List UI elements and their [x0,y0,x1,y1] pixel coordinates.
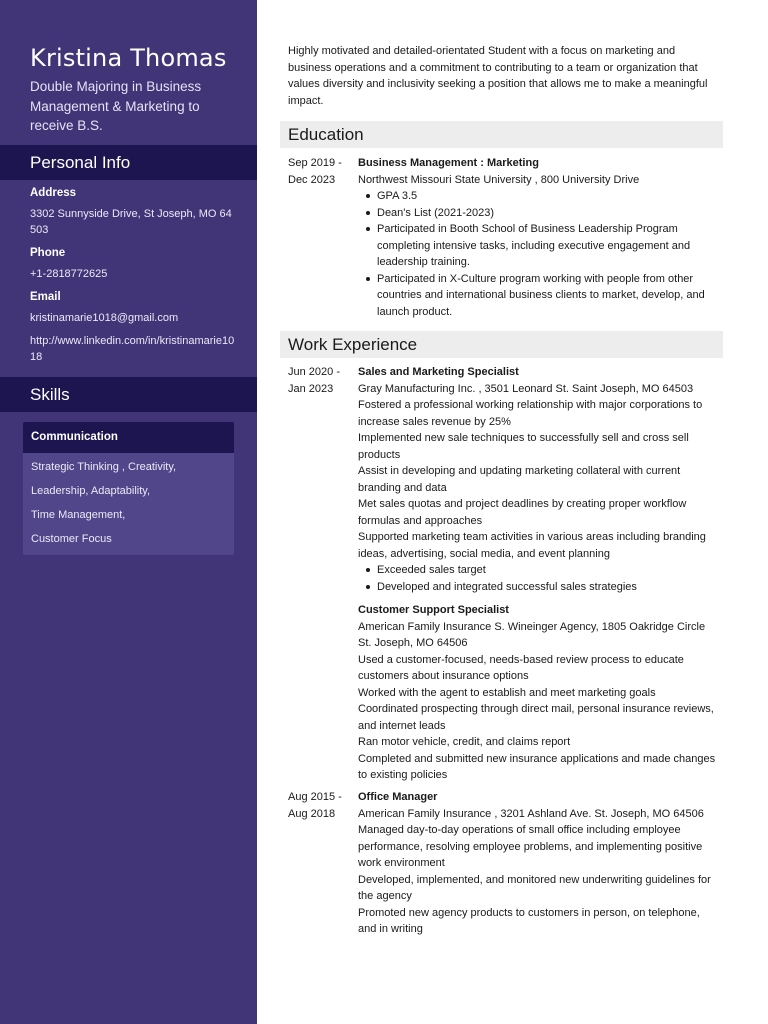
date-end: Dec 2023 [288,173,336,186]
job-bullets [358,562,718,595]
job-title: Sales and Marketing Specialist [358,366,519,378]
job-line: Ran motor vehicle, credit, and claims report [358,736,571,748]
list-item: Exceeded sales target [377,562,718,579]
list-item: Participated in X-Culture program working with people from other countries and international business clients to market, develop, and launch product. [377,271,718,321]
main-content [257,0,768,1024]
job-line: Assist in developing and updating marketing collateral with current branding and data [358,465,681,494]
date-start: Aug 2015 - [288,791,342,803]
skills-header: Skills [0,377,257,412]
degree-title: Business Management : Marketing [358,157,539,169]
job-line: Worked with the agent to establish and meet marketing goals [358,686,656,699]
email-label: Email [30,291,61,303]
summary: Highly motivated and detailed-orientated Student with a focus on marketing and business operations and a commitment to contributing to a team or organization that values diversity and inclusivity seeking a position that allows me to make a meaningful impact. [288,45,708,107]
linkedin-link[interactable]: http://www.linkedin.com/in/kristinamarie1018 [30,335,235,363]
email-link[interactable]: kristinamarie1018@gmail.com [30,312,179,324]
employer: American Family Insurance , 3201 Ashland Ave. St. Joseph, MO 64506 [358,807,704,820]
address-label: Address [30,187,77,199]
education-header: Education [280,121,723,148]
job-line: Implemented new sale techniques to successfully sell and cross sell products [358,432,689,461]
candidate-name: Kristina Thomas [30,44,227,72]
education-body [358,155,718,320]
skill-item: Leadership, Adaptability, [31,485,151,497]
job-line: Promoted new agency products to customers in person, on telephone, and in writing [358,906,700,935]
list-item: Participated in Booth School of Business Leadership Program completing intensive tasks, including executive engagement and leadership training. [377,221,718,271]
sidebar [0,0,257,1024]
list-item: GPA 3.5 [377,188,718,205]
job-line: Used a customer-focused, needs-based review process to educate customers about insurance options [358,653,684,682]
job-body [358,789,718,938]
job-body [358,364,718,595]
candidate-tagline: Double Majoring in Business Management & Marketing to receive B.S. [30,79,202,133]
job-line: Supported marketing team activities in various areas including branding ideas, advertising, social media, and event planning [358,531,706,560]
job-line: Developed, implemented, and monitored new underwriting guidelines for the agency [358,873,711,902]
job-line: Coordinated prospecting through direct mail, personal insurance reviews, and internet leads [358,703,714,732]
skill-item: Strategic Thinking , Creativity, [31,461,177,473]
education-dates [288,155,356,188]
address-value: 3302 Sunnyside Drive, St Joseph, MO 64503 [30,208,232,236]
skill-group [23,422,234,555]
job-line: Met sales quotas and project deadlines by creating proper workflow formulas and approaches [358,498,687,527]
job-line: Fostered a professional working relationship with major corporations to increase sales revenue by 25% [358,399,703,428]
school: Northwest Missouri State University , 800 University Drive [358,173,640,186]
personal-info-header: Personal Info [0,145,257,180]
date-start: Jun 2020 - [288,366,340,378]
job-dates [288,789,356,822]
list-item: Dean's List (2021-2023) [377,205,718,222]
date-end: Jan 2023 [288,382,334,395]
skill-item: Customer Focus [31,533,112,545]
skill-item: Time Management, [31,509,126,521]
list-item: Developed and integrated successful sales strategies [377,579,718,596]
job-title: Office Manager [358,791,438,803]
phone-label: Phone [30,247,66,259]
date-start: Sep 2019 - [288,157,342,169]
job-line: Managed day-to-day operations of small office including employee performance, resolving employee problems, and implementing positive work environment [358,824,703,869]
job-dates [288,364,356,397]
job-body [358,602,718,784]
phone-value: +1-2818772625 [30,268,108,280]
skill-group-title: Communication [23,422,234,453]
work-header: Work Experience [280,331,723,358]
date-end: Aug 2018 [288,807,336,820]
education-bullets [358,188,718,320]
employer: Gray Manufacturing Inc. , 3501 Leonard St. Saint Joseph, MO 64503 [358,382,694,395]
employer: American Family Insurance S. Wineinger Agency, 1805 Oakridge Circle St. Joseph, MO 64506 [358,620,706,649]
job-line: Completed and submitted new insurance applications and made changes to existing policies [358,752,716,781]
job-title: Customer Support Specialist [358,604,509,616]
